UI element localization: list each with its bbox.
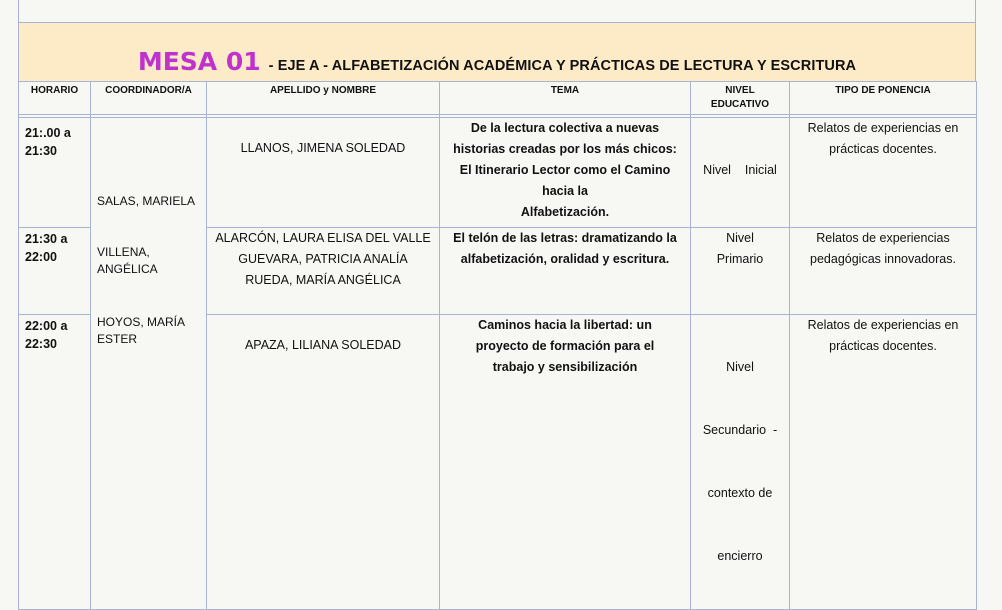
horario-start: 21:.00 a [25, 126, 71, 140]
apellido-line: LLANOS, JIMENA SOLEDAD [240, 141, 406, 155]
coordinador-2b: ANGÉLICA [97, 262, 158, 276]
nivel-line: Nivel [726, 360, 754, 374]
column-header-row [19, 82, 977, 115]
nivel-line: Nivel Inicial [703, 163, 777, 177]
horario-end: 22:00 [25, 250, 57, 264]
table-row [19, 118, 977, 228]
coordinador-cell [91, 118, 207, 610]
nivel-line: Nivel [726, 231, 754, 245]
horario-cell [19, 118, 91, 228]
coordinador-3b: ESTER [97, 332, 138, 346]
horario-start: 21:30 a [25, 232, 68, 246]
nivel-line: contexto de [707, 486, 773, 500]
tema-line: El Itinerario Lector como el Camino [459, 163, 671, 177]
horario-cell [19, 315, 91, 610]
tema-line: trabajo y sensibilización [492, 360, 638, 374]
nivel-line: Primario [716, 252, 764, 266]
tema-line: historias creadas por los más chicos: [453, 142, 677, 156]
tipo-line: prácticas docentes. [829, 339, 937, 353]
col-nivel-line-2: EDUCATIVO [710, 99, 770, 110]
coordinador-2a: VILLENA, [97, 245, 150, 259]
col-coordinador: COORDINADOR/A [91, 82, 207, 115]
tema-line: Caminos hacia la libertad: un [478, 318, 652, 332]
tema-line: El telón de las letras: dramatizando la [453, 231, 677, 245]
nivel-cell [691, 118, 790, 228]
table-header-band [18, 23, 976, 81]
col-apellido: APELLIDO y NOMBRE [207, 82, 440, 115]
nivel-line: encierro [717, 549, 763, 563]
nivel-line: Secundario - [702, 423, 778, 437]
horario-end: 21:30 [25, 144, 57, 158]
coordinador-3a: HOYOS, MARÍA [97, 315, 186, 329]
col-nivel-line-1: NIVEL [725, 85, 755, 96]
tema-cell [440, 228, 691, 315]
tipo-cell [790, 315, 977, 610]
tema-cell [440, 315, 691, 610]
apellido-line: RUEDA, MARÍA ANGÉLICA [245, 273, 401, 287]
mesa-title: MESA 01 [137, 47, 261, 76]
apellido-line: GUEVARA, PATRICIA ANALÍA [238, 252, 408, 266]
apellido-cell [207, 315, 440, 610]
tipo-line: Relatos de experiencias [816, 231, 950, 245]
horario-start: 22:00 a [25, 319, 68, 333]
tema-line: De la lectura colectiva a nuevas [470, 121, 660, 135]
tema-cell [440, 118, 691, 228]
apellido-line: APAZA, LILIANA SOLEDAD [244, 338, 402, 352]
col-tipo: TIPO DE PONENCIA [790, 82, 977, 115]
tema-line: proyecto de formación para el [475, 339, 655, 353]
coordinador-1: SALAS, MARIELA [97, 194, 196, 208]
tema-line: hacia la [542, 184, 588, 198]
top-empty-row [18, 0, 976, 23]
col-horario: HORARIO [19, 82, 91, 115]
apellido-cell [207, 228, 440, 315]
schedule-table-frame [18, 0, 976, 563]
tema-line: alfabetización, oralidad y escritura. [460, 252, 670, 266]
eje-title: - EJE A - ALFABETIZACIÓN ACADÉMICA Y PRÁCTICAS DE LECTURA Y ESCRITURA [268, 58, 857, 74]
col-nivel [691, 82, 790, 115]
tipo-line: pedagógicas innovadoras. [810, 252, 956, 266]
tipo-cell [790, 228, 977, 315]
apellido-line: ALARCÓN, LAURA ELISA DEL VALLE [215, 231, 431, 245]
horario-end: 22:30 [25, 337, 57, 351]
tipo-cell [790, 118, 977, 228]
tema-line: Alfabetización. [520, 205, 610, 219]
nivel-cell [691, 315, 790, 610]
tipo-line: prácticas docentes. [829, 142, 937, 156]
schedule-table [18, 81, 977, 610]
horario-cell [19, 228, 91, 315]
tipo-line: Relatos de experiencias en [807, 121, 959, 135]
col-tema: TEMA [440, 82, 691, 115]
apellido-cell [207, 118, 440, 228]
tipo-line: Relatos de experiencias en [807, 318, 959, 332]
nivel-cell [691, 228, 790, 315]
